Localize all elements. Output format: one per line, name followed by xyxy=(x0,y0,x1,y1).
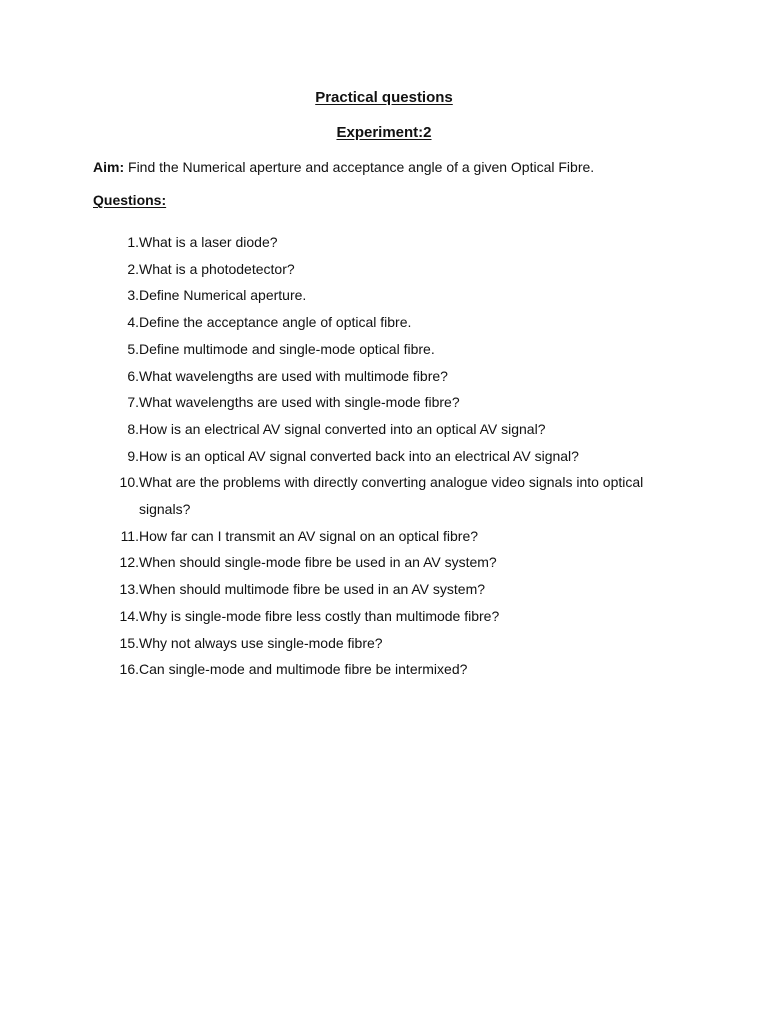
question-text: Can single-mode and multimode fibre be intermixed? xyxy=(139,661,468,678)
question-text: When should multimode fibre be used in an AV system? xyxy=(139,581,486,598)
question-number xyxy=(93,309,139,336)
question-number-label: 9. xyxy=(127,447,139,464)
question-item xyxy=(93,656,683,683)
questions-heading: Questions: xyxy=(93,192,167,208)
page-title: Practical questions xyxy=(315,89,453,106)
question-number xyxy=(93,469,139,522)
questions-list xyxy=(93,229,683,683)
question-item xyxy=(93,336,683,363)
question-number xyxy=(93,336,139,363)
question-text: How far can I transmit an AV signal on an optical fibre? xyxy=(139,527,479,544)
question-text: How is an optical AV signal converted back into an electrical AV signal? xyxy=(139,447,579,464)
question-text: How is an electrical AV signal converted into an optical AV signal? xyxy=(139,420,546,437)
aim-text: Find the Numerical aperture and acceptance angle of a given Optical Fibre. xyxy=(128,159,595,175)
question-text: Define the acceptance angle of optical fibre. xyxy=(139,314,412,331)
question-text: Why is single-mode fibre less costly than multimode fibre? xyxy=(139,607,500,624)
question-number xyxy=(93,363,139,390)
question-number-label: 1. xyxy=(127,234,139,250)
question-text: Define multimode and single-mode optical fibre. xyxy=(139,340,435,357)
question-number xyxy=(93,630,139,657)
question-number xyxy=(93,523,139,550)
question-number-label: 2. xyxy=(127,260,139,277)
question-number xyxy=(93,282,139,309)
aim-paragraph xyxy=(93,159,594,175)
question-item xyxy=(93,630,683,657)
question-number-label: 16. xyxy=(119,661,139,678)
question-number-label: 7. xyxy=(127,394,139,411)
question-text: What are the problems with directly converting analogue video signals into optical signals? xyxy=(139,474,644,518)
question-number-label: 12. xyxy=(119,554,139,571)
question-number xyxy=(93,389,139,416)
question-text: What is a laser diode? xyxy=(139,234,278,250)
question-number xyxy=(93,229,139,256)
question-number-label: 14. xyxy=(119,607,139,624)
question-text: Why not always use single-mode fibre? xyxy=(139,634,383,651)
question-item xyxy=(93,256,683,283)
question-number xyxy=(93,443,139,470)
question-item xyxy=(93,363,683,390)
question-item xyxy=(93,576,683,603)
question-text: What wavelengths are used with multimode fibre? xyxy=(139,367,448,384)
question-number-label: 8. xyxy=(127,420,139,437)
question-number xyxy=(93,656,139,683)
question-text: What wavelengths are used with single-mode fibre? xyxy=(139,394,460,411)
question-text: When should single-mode fibre be used in an AV system? xyxy=(139,554,497,571)
question-item xyxy=(93,603,683,630)
question-number-label: 10. xyxy=(119,474,139,491)
question-item xyxy=(93,549,683,576)
question-item xyxy=(93,443,683,470)
question-item xyxy=(93,469,683,522)
question-item xyxy=(93,523,683,550)
question-number-label: 3. xyxy=(127,287,139,304)
experiment-heading: Experiment:2 xyxy=(336,124,432,141)
question-number-label: 6. xyxy=(127,367,139,384)
question-number-label: 11. xyxy=(120,527,139,544)
question-number-label: 4. xyxy=(127,314,139,331)
question-number xyxy=(93,416,139,443)
question-number-label: 5. xyxy=(127,340,139,357)
question-number xyxy=(93,256,139,283)
question-item xyxy=(93,309,683,336)
question-number xyxy=(93,603,139,630)
question-item xyxy=(93,389,683,416)
question-number-label: 13. xyxy=(119,581,139,598)
question-number-label: 15. xyxy=(119,634,139,651)
question-number xyxy=(93,576,139,603)
question-number xyxy=(93,549,139,576)
question-text: Define Numerical aperture. xyxy=(139,287,307,304)
question-text: What is a photodetector? xyxy=(139,260,295,277)
question-item xyxy=(93,282,683,309)
aim-label: Aim: xyxy=(93,159,125,175)
question-item xyxy=(93,229,683,256)
question-item xyxy=(93,416,683,443)
